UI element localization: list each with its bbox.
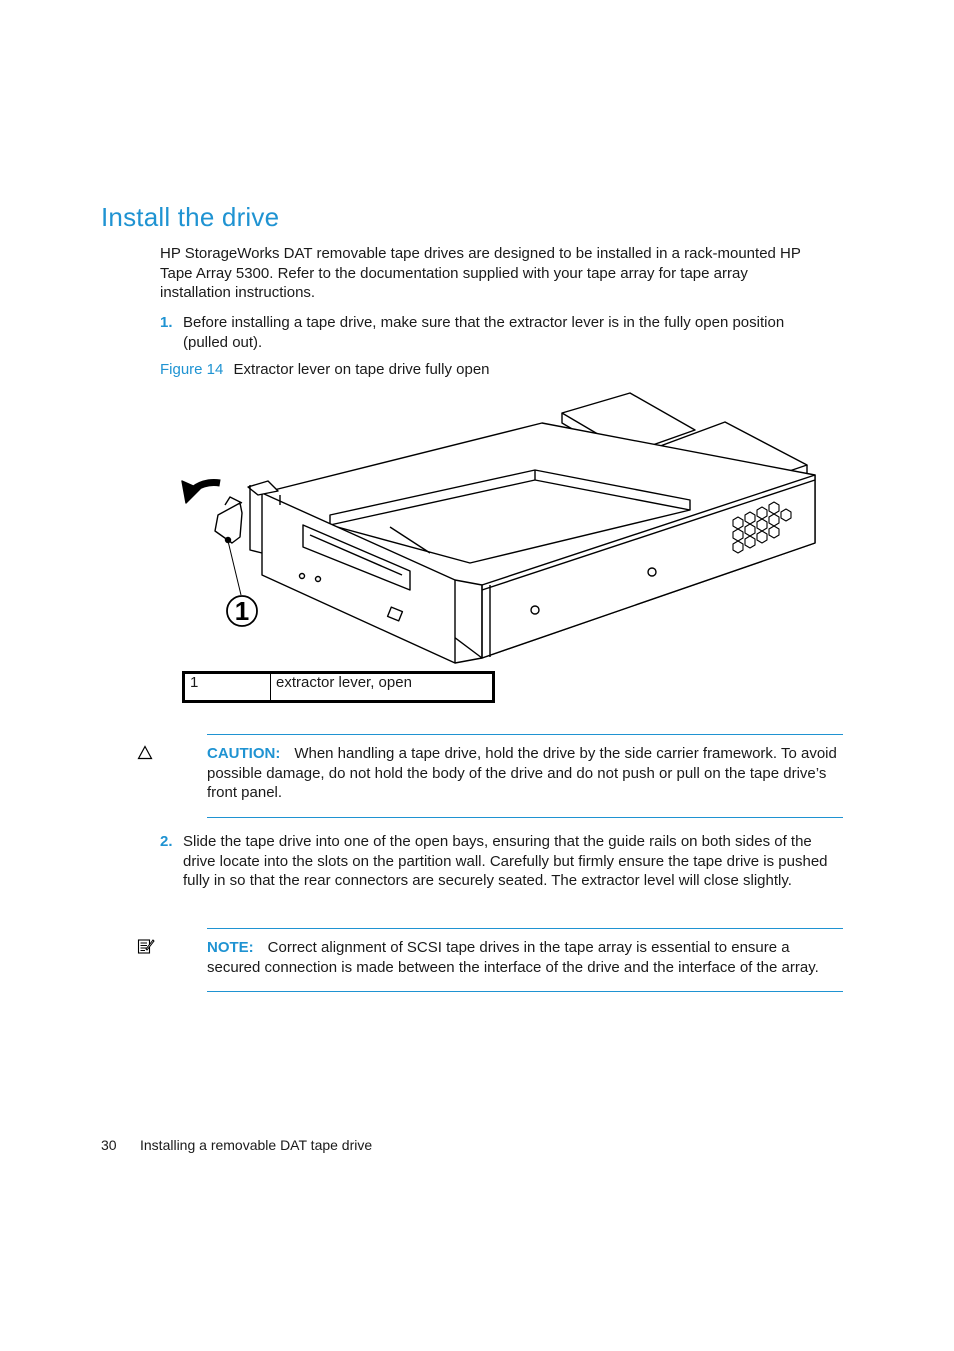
legend-value: extractor lever, open [271, 673, 494, 702]
page-number: 30 [101, 1137, 117, 1153]
caution-label: CAUTION: [207, 745, 281, 762]
caution-content [207, 744, 847, 803]
figure-caption-text: Extractor lever on tape drive fully open [233, 361, 490, 378]
intro-paragraph: HP StorageWorks DAT removable tape drives are designed to be installed in a rack-mounted HP Tape Array 5300. Refer to the documentation supplied with your tape array for tape array installation instructions. [160, 245, 801, 301]
caution-box [207, 734, 843, 818]
caution-text: When handling a tape drive, hold the drive by the side carrier framework. To avoid possible damage, do not hold the body of the drive and do not push or pull on the tape drive’s front panel. [207, 745, 837, 801]
caution-triangle-icon [137, 745, 153, 760]
note-pad-icon [137, 937, 155, 955]
note-text: Correct alignment of SCSI tape drives in the tape array is essential to ensure a secured connection is made between the interface of the drive and the interface of the array. [207, 939, 819, 976]
page-heading: Install the drive [101, 202, 280, 232]
figure-callout-number: 1 [234, 596, 250, 626]
note-label: NOTE: [207, 939, 254, 956]
figure-legend-table [182, 671, 495, 703]
step-1 [160, 313, 850, 353]
figure-label: Figure 14 [160, 361, 224, 378]
tape-drive-illustration [170, 385, 830, 670]
step-1-number: 1. [160, 314, 173, 331]
step-2 [160, 832, 850, 912]
step-2-text: Slide the tape drive into one of the open bays, ensuring that the guide rails on both sides of the drive locate into the slots on the partition wall. Carefully but firmly ensure the tape drive is pushed fully in so that the rear connectors are securely seated. The extractor level will close slightly. [183, 833, 828, 889]
step-1-text: Before installing a tape drive, make sure that the extractor lever is in the fully open position (pulled out). [183, 314, 785, 351]
footer-section-title: Installing a removable DAT tape drive [140, 1137, 373, 1153]
note-box [207, 928, 843, 992]
legend-row [184, 673, 494, 702]
step-2-number: 2. [160, 833, 173, 850]
note-content [207, 938, 847, 977]
figure-caption [160, 361, 490, 378]
legend-key: 1 [184, 673, 271, 702]
